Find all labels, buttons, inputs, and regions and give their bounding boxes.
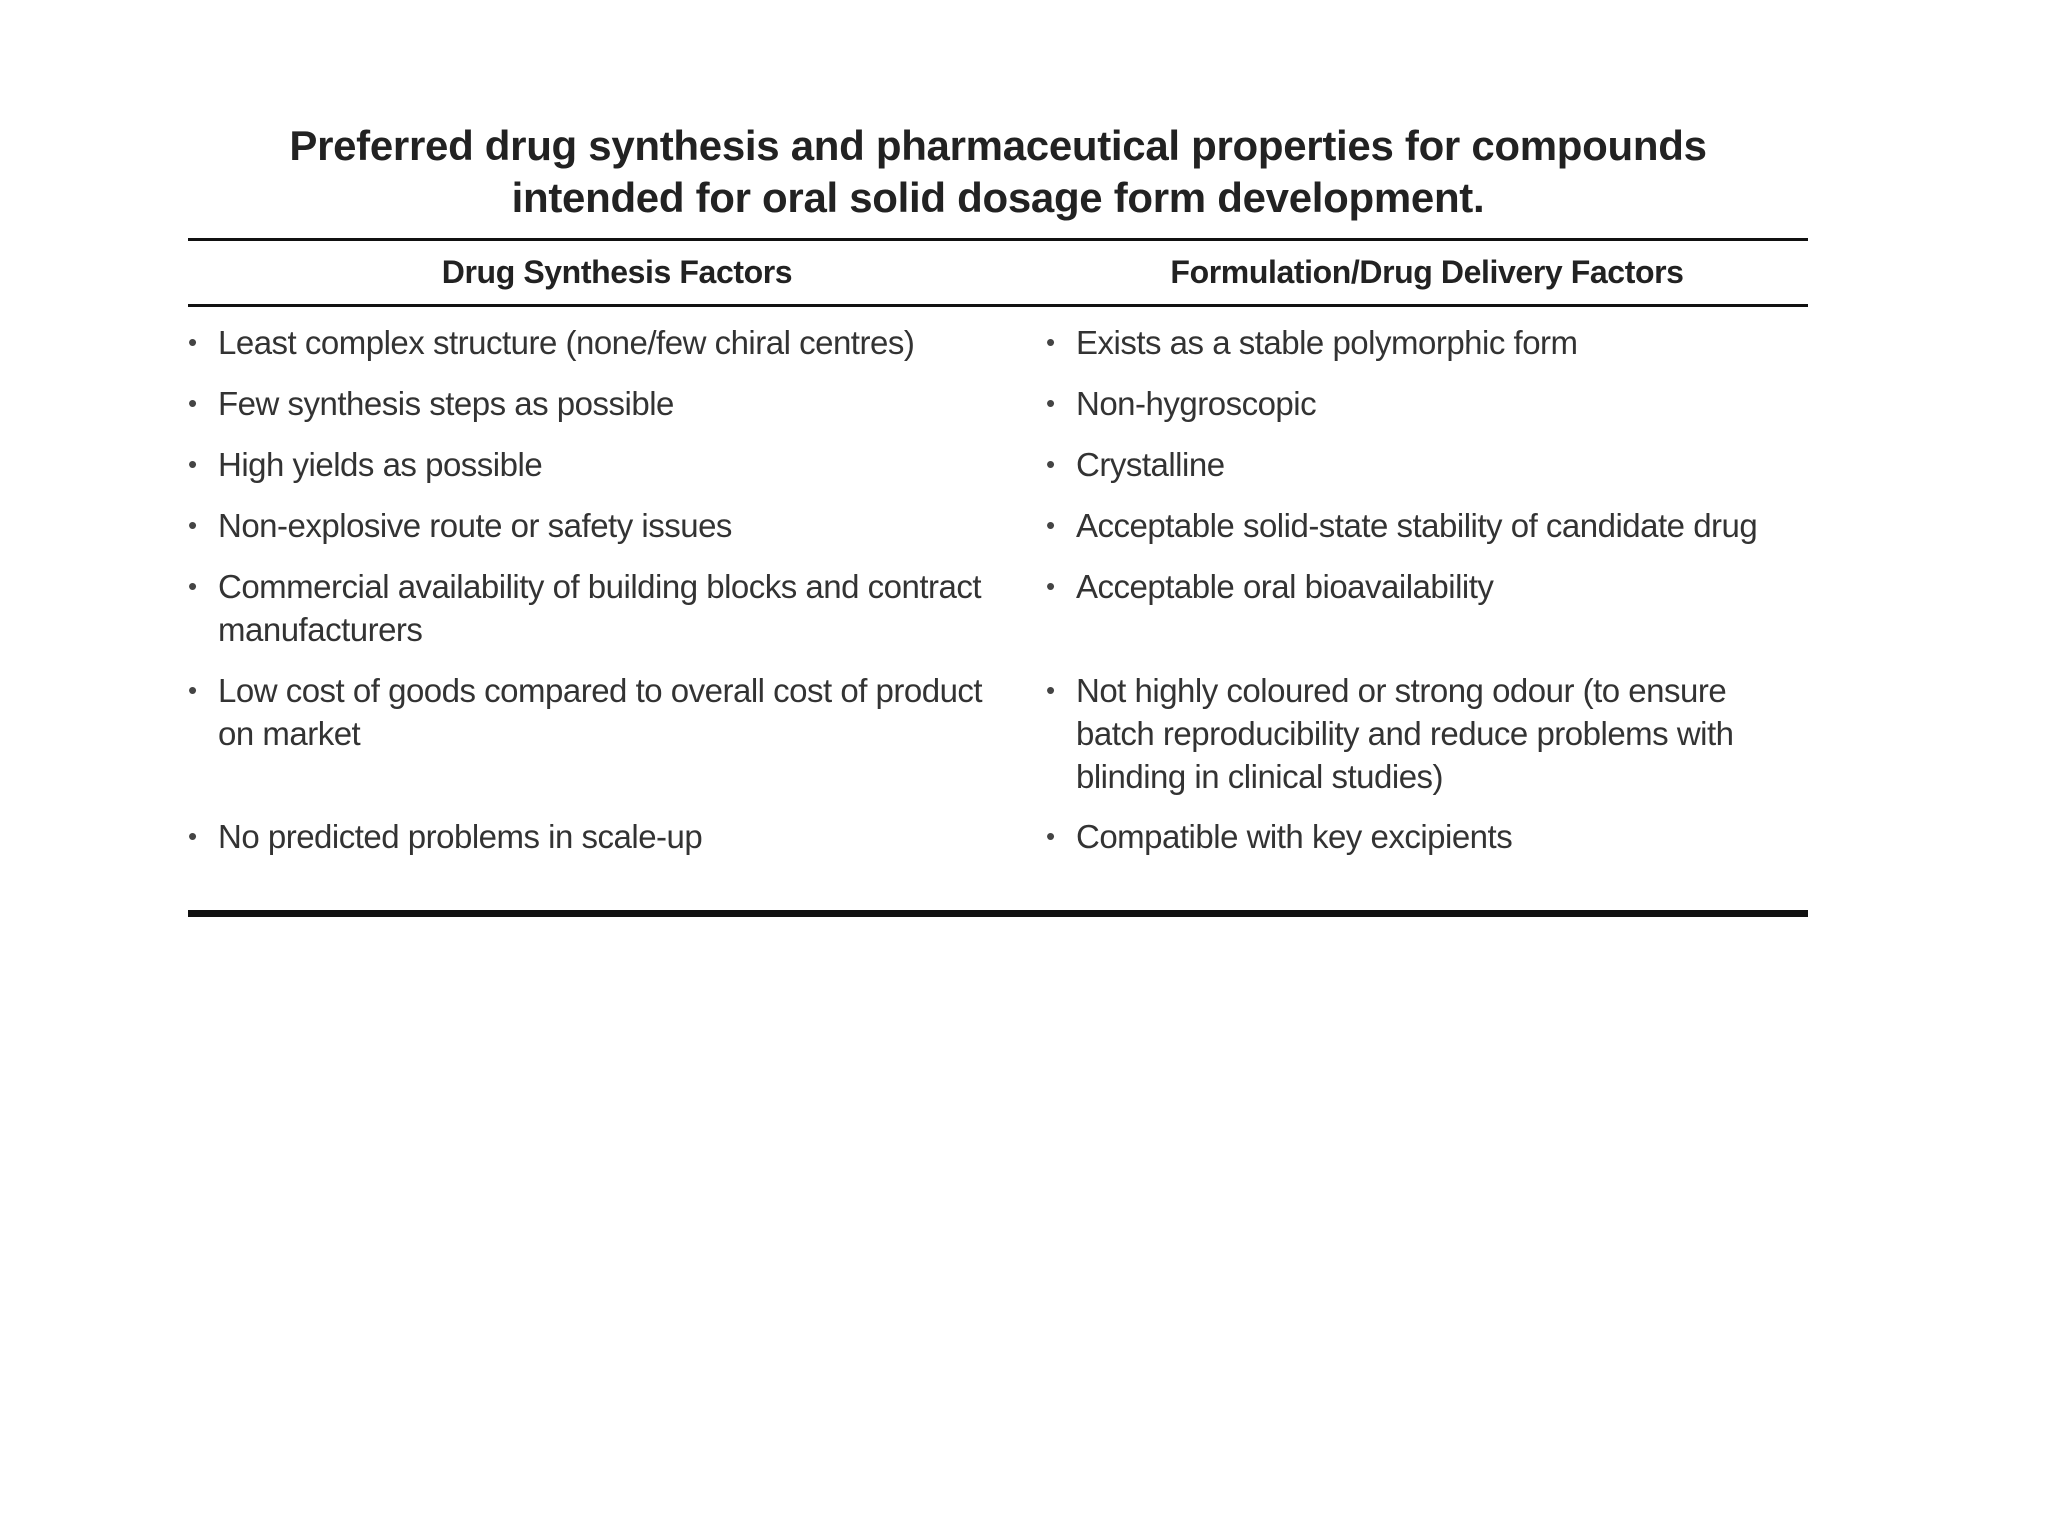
table-title-line-1: Preferred drug synthesis and pharmaceutical properties for compounds (289, 122, 1707, 169)
formulation-factor-item (1046, 382, 1808, 443)
synthesis-factor-item (188, 669, 1046, 815)
synthesis-factor-item (188, 443, 1046, 504)
table-bottom-rule (188, 910, 1808, 917)
bullet-marker: • (188, 571, 197, 601)
bullet-marker: • (188, 821, 197, 851)
bullet-marker: • (1046, 821, 1055, 851)
document-page (188, 120, 1808, 917)
bullet-marker: • (1046, 510, 1055, 540)
formulation-factor-item (1046, 443, 1808, 504)
bullet-marker: • (188, 510, 197, 540)
synthesis-factor-text: Few synthesis steps as possible (218, 385, 674, 422)
bullet-marker: • (1046, 388, 1055, 418)
synthesis-factor-text: Non-explosive route or safety issues (218, 507, 732, 544)
table-title-line-2: intended for oral solid dosage form development. (511, 174, 1485, 221)
bullet-marker: • (1046, 571, 1055, 601)
formulation-factor-item (1046, 565, 1808, 669)
formulation-factor-text: Acceptable oral bioavailability (1076, 568, 1494, 605)
table-body (188, 307, 1808, 876)
formulation-factor-item (1046, 504, 1808, 565)
formulation-factor-text: Compatible with key excipients (1076, 818, 1513, 855)
table-header-row (188, 241, 1808, 304)
formulation-factor-item (1046, 669, 1808, 815)
synthesis-factor-text: Least complex structure (none/few chiral centres) (218, 324, 915, 361)
synthesis-factor-item (188, 321, 1046, 382)
synthesis-factor-item (188, 504, 1046, 565)
bullet-marker: • (188, 449, 197, 479)
formulation-factor-item (1046, 815, 1808, 876)
synthesis-factor-item (188, 382, 1046, 443)
bullet-marker: • (1046, 327, 1055, 357)
bullet-marker: • (188, 675, 197, 705)
synthesis-factor-text: Low cost of goods compared to overall cost of product on market (218, 672, 983, 752)
formulation-factor-item (1046, 321, 1808, 382)
header-formulation-drug-delivery-factors: Formulation/Drug Delivery Factors (1170, 254, 1684, 290)
synthesis-factor-text: No predicted problems in scale-up (218, 818, 703, 855)
formulation-factor-text: Non-hygroscopic (1076, 385, 1317, 422)
header-drug-synthesis-factors: Drug Synthesis Factors (441, 254, 793, 290)
synthesis-factor-item (188, 815, 1046, 876)
bullet-marker: • (188, 388, 197, 418)
bullet-marker: • (188, 327, 197, 357)
synthesis-factor-text: High yields as possible (218, 446, 543, 483)
table-title (188, 120, 1808, 224)
formulation-factor-text: Not highly coloured or strong odour (to ensure batch reproducibility and reduce problems with blinding in clinical studies) (1076, 672, 1734, 795)
formulation-factor-text: Crystalline (1076, 446, 1225, 483)
bullet-marker: • (1046, 449, 1055, 479)
synthesis-factor-text: Commercial availability of building blocks and contract manufacturers (218, 568, 982, 648)
bullet-marker: • (1046, 675, 1055, 705)
synthesis-factor-item (188, 565, 1046, 669)
formulation-factor-text: Exists as a stable polymorphic form (1076, 324, 1578, 361)
formulation-factor-text: Acceptable solid-state stability of candidate drug (1076, 507, 1758, 544)
